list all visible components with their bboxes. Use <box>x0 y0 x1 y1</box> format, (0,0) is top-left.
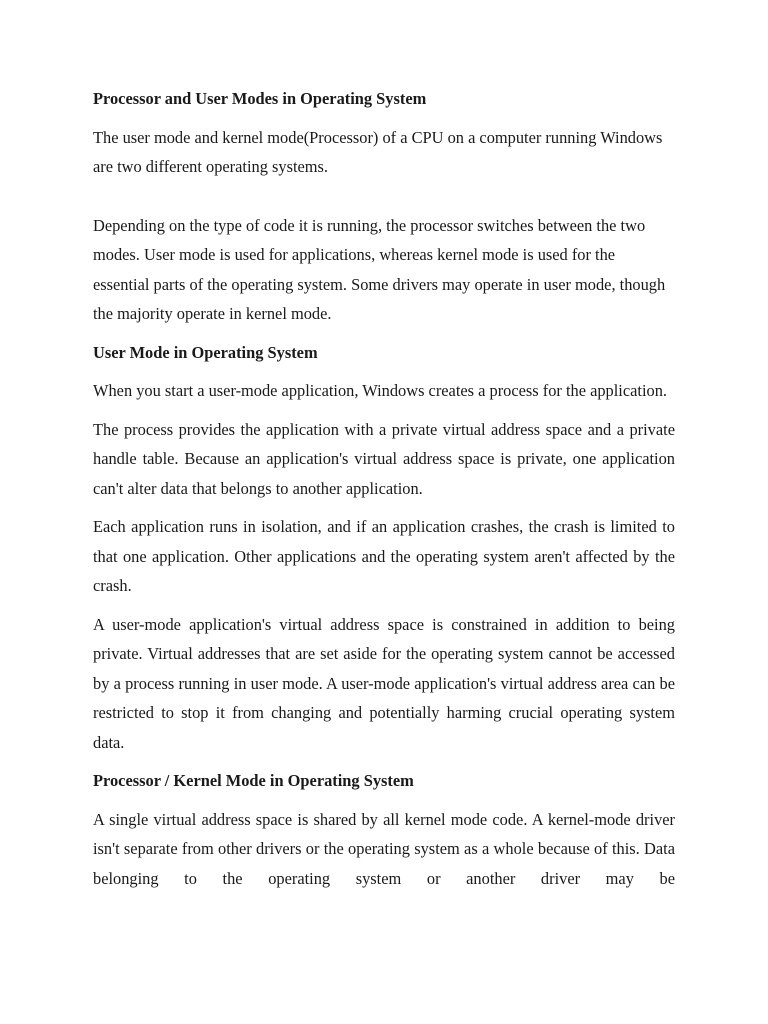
paragraph: Depending on the type of code it is running, the processor switches between the two modes. User mode is used for applications, whereas kernel mode is used for the essential parts of the operating system. Some drivers may operate in user mode, though the majority operate in kernel mode. <box>93 215 666 323</box>
paragraph: Each application runs in isolation, and if an application crashes, the crash is limited to that one application. Other applications and the operating system aren't affected by the crash. <box>93 517 675 595</box>
paragraph: A single virtual address space is shared by all kernel mode code. A kernel-mode driver isn't separate from other drivers or the operating system as a whole because of this. Data belonging to the operating system or another driver may be <box>93 809 675 888</box>
paragraph: The user mode and kernel mode(Processor) of a CPU on a computer running Windows are two different operating systems. <box>93 127 663 176</box>
paragraph: When you start a user-mode application, Windows creates a process for the application. <box>93 381 668 400</box>
paragraph: The process provides the application with a private virtual address space and a private handle table. Because an application's virtual address space is private, one application can't alter data that belongs to another application. <box>93 419 675 498</box>
document-page <box>93 84 675 902</box>
section-heading-user-mode: User Mode in Operating System <box>93 342 318 362</box>
paragraph: A user-mode application's virtual address space is constrained in addition to being private. Virtual addresses that are set aside for the operating system cannot be accessed by a process running in user mode. A user-mode application's virtual address area can be restricted to stop it from changing and potentially harming crucial operating system data. <box>93 614 675 752</box>
section-heading-processor-user-modes: Processor and User Modes in Operating System <box>93 89 427 108</box>
section-heading-kernel-mode: Processor / Kernel Mode in Operating System <box>93 771 414 790</box>
